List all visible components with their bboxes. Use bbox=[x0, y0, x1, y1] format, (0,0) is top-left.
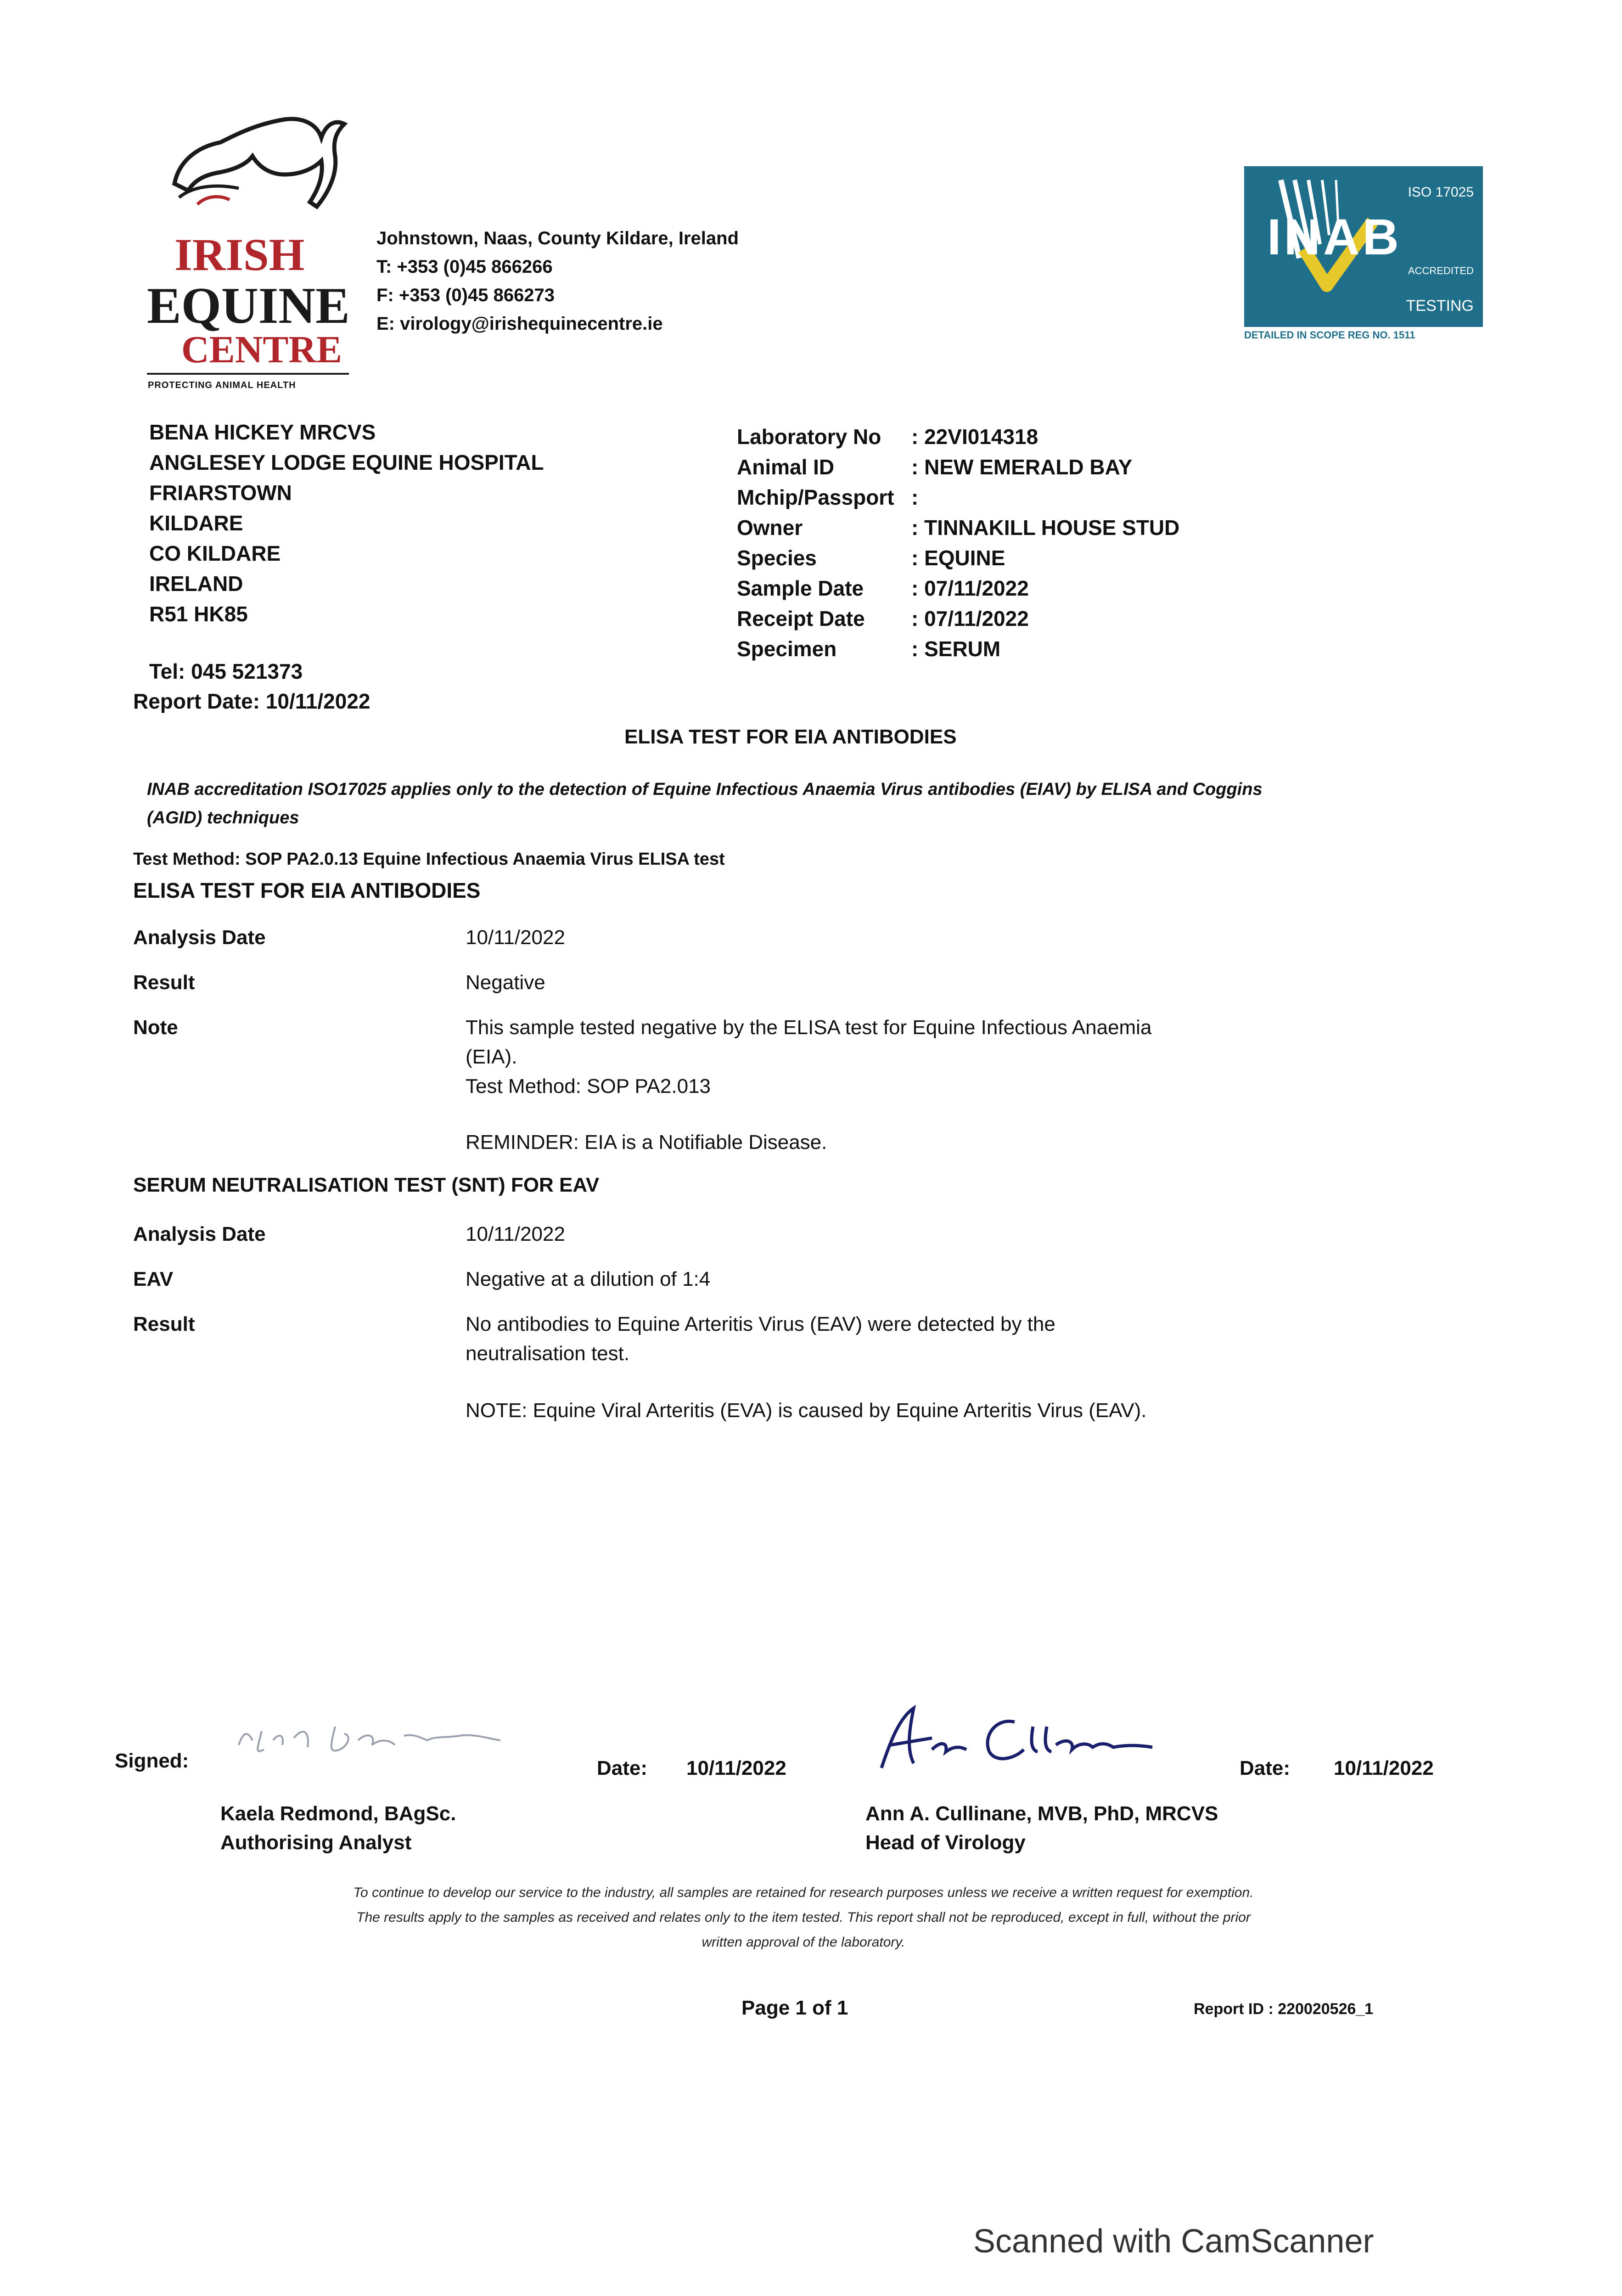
accreditation-note: INAB accreditation ISO17025 applies only to the detection of Equine Infectious Anaemia Virus antibodies (EIAV) by ELISA and Coggins (AGID) techniques bbox=[147, 780, 1263, 827]
report-date: Report Date: 10/11/2022 bbox=[133, 689, 370, 713]
signatory-1-title: Authorising Analyst bbox=[220, 1831, 412, 1854]
date-label-1: Date: bbox=[597, 1757, 648, 1779]
inab-iso: ISO 17025 bbox=[1408, 185, 1474, 200]
report-id: Report ID : 220020526_1 bbox=[1194, 2000, 1374, 2018]
snt-results bbox=[133, 1220, 1189, 1425]
signature-scribble bbox=[230, 1713, 514, 1768]
inab-testing: TESTING bbox=[1406, 297, 1474, 315]
snt-note: NOTE: Equine Viral Arteritis (EVA) is caused by Equine Arteritis Virus (EAV). bbox=[466, 1399, 1147, 1422]
recipient-address bbox=[149, 417, 654, 629]
date-label-2: Date: bbox=[1240, 1757, 1291, 1779]
lab-info-row: Animal ID : NEW EMERALD BAY bbox=[737, 455, 1133, 479]
lab-info-row: Species : EQUINE bbox=[737, 546, 1005, 570]
signature-scribble bbox=[863, 1699, 1157, 1777]
recipient-line: FRIARSTOWN bbox=[149, 481, 292, 505]
recipient-line: KILDARE bbox=[149, 511, 243, 535]
signatory-2-name: Ann A. Cullinane, MVB, PhD, MRCVS bbox=[865, 1802, 1218, 1825]
snt-result-text: No antibodies to Equine Arteritis Virus (EAV) were detected by the neutralisation test. bbox=[466, 1313, 1055, 1365]
inab-accreditation-badge bbox=[1244, 166, 1483, 350]
test-method: Test Method: SOP PA2.0.13 Equine Infectious Anaemia Virus ELISA test bbox=[133, 850, 725, 869]
footer-line-3: written approval of the laboratory. bbox=[702, 1935, 905, 1950]
elisa-note-row: Note This sample tested negative by the ELISA test for Equine Infectious Anaemia (EIA). Test Method: SOP PA2.013 REMINDER: EIA is a Notifiable Disease. bbox=[133, 1013, 1189, 1157]
logo-irish: IRISH bbox=[174, 229, 305, 280]
recipient-line: ANGLESEY LODGE EQUINE HOSPITAL bbox=[149, 450, 544, 474]
lab-info-row: Sample Date : 07/11/2022 bbox=[737, 576, 1029, 600]
elisa-heading: ELISA TEST FOR EIA ANTIBODIES bbox=[133, 878, 481, 902]
horse-head-icon bbox=[147, 106, 367, 220]
date-1: 10/11/2022 bbox=[686, 1757, 786, 1779]
logo-divider bbox=[147, 373, 349, 375]
signatory-2-title: Head of Virology bbox=[865, 1831, 1026, 1854]
report-title: ELISA TEST FOR EIA ANTIBODIES bbox=[624, 726, 957, 748]
elisa-note-method: Test Method: SOP PA2.013 bbox=[466, 1075, 711, 1097]
signatory-1-name: Kaela Redmond, BAgSc. bbox=[220, 1802, 456, 1825]
lab-info-row: Owner : TINNAKILL HOUSE STUD bbox=[737, 516, 1180, 540]
snt-result-row: Result No antibodies to Equine Arteritis Virus (EAV) were detected by the neutralisation test. NOTE: Equine Viral Arteritis (EVA) is caused by Equine Arteritis Virus (EAV). bbox=[133, 1310, 1189, 1425]
snt-heading: SERUM NEUTRALISATION TEST (SNT) FOR EAV bbox=[133, 1174, 600, 1196]
footer-line-2: The results apply to the samples as received and relates only to the item tested. This report shall not be reproduced, except in full, without the prior bbox=[356, 1910, 1251, 1925]
elisa-reminder: REMINDER: EIA is a Notifiable Disease. bbox=[466, 1131, 827, 1154]
elisa-note-text: This sample tested negative by the ELISA test for Equine Infectious Anaemia (EIA). bbox=[466, 1016, 1152, 1068]
contact-tel: T: +353 (0)45 866266 bbox=[376, 257, 553, 277]
logo-equine: EQUINE bbox=[147, 277, 350, 334]
recipient-line: R51 HK85 bbox=[149, 602, 248, 626]
recipient-line: CO KILDARE bbox=[149, 541, 281, 565]
lab-info-row: Specimen : SERUM bbox=[737, 637, 1001, 661]
snt-eav-row: EAV Negative at a dilution of 1:4 bbox=[133, 1268, 711, 1290]
camscanner-watermark: Scanned with CamScanner bbox=[973, 2223, 1374, 2260]
contact-block bbox=[376, 224, 836, 338]
lab-info-row: Receipt Date : 07/11/2022 bbox=[737, 607, 1029, 630]
inab-mark: INAB bbox=[1267, 209, 1402, 265]
irish-equine-centre-logo bbox=[138, 106, 358, 395]
elisa-results bbox=[133, 923, 1189, 1157]
contact-address: Johnstown, Naas, County Kildare, Ireland bbox=[376, 228, 739, 248]
contact-email: E: virology@irishequinecentre.ie bbox=[376, 314, 663, 334]
signed-label: Signed: bbox=[115, 1750, 189, 1772]
snt-analysis-date-row: Analysis Date 10/11/2022 bbox=[133, 1223, 565, 1245]
inab-accredited: ACCREDITED bbox=[1408, 265, 1474, 276]
elisa-result-row: Result Negative bbox=[133, 971, 545, 994]
date-2: 10/11/2022 bbox=[1334, 1757, 1434, 1779]
footer-line-1: To continue to develop our service to the industry, all samples are retained for research purposes unless we receive a written request for exemption. bbox=[353, 1885, 1254, 1900]
signature-kaela bbox=[230, 1713, 514, 1768]
inab-scope: DETAILED IN SCOPE REG NO. 1511 bbox=[1244, 329, 1415, 341]
recipient-line: BENA HICKEY MRCVS bbox=[149, 420, 376, 444]
lab-info-row: Laboratory No : 22VI014318 bbox=[737, 425, 1038, 449]
lab-info-row: Mchip/Passport : bbox=[737, 485, 919, 509]
footer-disclaimer bbox=[138, 1880, 1469, 1955]
signature-cullinane bbox=[863, 1699, 1157, 1777]
page-number: Page 1 of 1 bbox=[741, 1997, 848, 2019]
elisa-analysis-date-row: Analysis Date 10/11/2022 bbox=[133, 926, 565, 949]
contact-fax: F: +353 (0)45 866273 bbox=[376, 285, 555, 305]
lab-info-table bbox=[737, 422, 1288, 664]
logo-tagline: PROTECTING ANIMAL HEALTH bbox=[148, 380, 296, 390]
logo-centre: CENTRE bbox=[181, 328, 342, 371]
recipient-line: IRELAND bbox=[149, 572, 243, 596]
recipient-tel: Tel: 045 521373 bbox=[149, 659, 303, 683]
